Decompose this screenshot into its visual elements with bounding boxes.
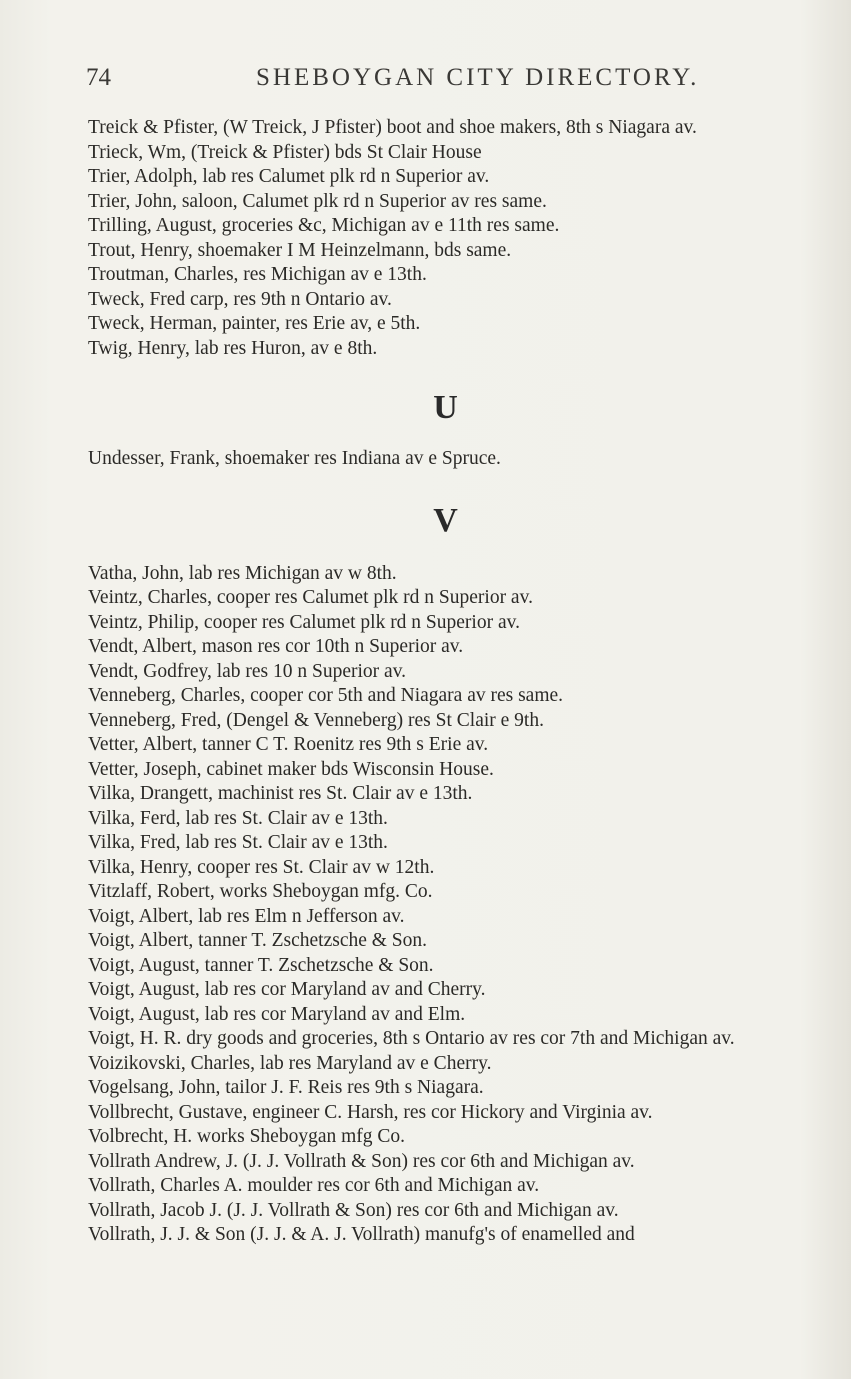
directory-entry: Troutman, Charles, res Michigan av e 13th. — [88, 264, 427, 285]
directory-entry: Vendt, Godfrey, lab res 10 n Superior av. — [88, 660, 407, 682]
directory-entry: Trout, Henry, shoemaker I M Heinzelmann, bds same. — [88, 239, 512, 261]
directory-entry: Vitzlaff, Robert, works Sheboygan mfg. Co. — [88, 881, 433, 902]
page-header — [86, 64, 726, 98]
directory-entry: Vilka, Henry, cooper res St. Clair av w 12th. — [88, 856, 435, 878]
running-title: SHEBOYGAN CITY DIRECTORY. — [256, 64, 700, 91]
directory-entry: Vollbrecht, Gustave, engineer C. Harsh, res cor Hickory and Virginia av. — [88, 1101, 653, 1123]
directory-entry: Voigt, August, tanner T. Zschetzsche & Son. — [88, 954, 434, 976]
directory-entry: Voigt, H. R. dry goods and groceries, 8th s Ontario av res cor 7th and Michigan av. — [88, 1028, 735, 1049]
directory-entry: Voigt, August, lab res cor Maryland av and Cherry. — [88, 979, 486, 1000]
directory-entry: Vollrath, Jacob J. (J. J. Vollrath & Son) res cor 6th and Michigan av. — [88, 1199, 619, 1221]
directory-entry: Vogelsang, John, tailor J. F. Reis res 9th s Niagara. — [88, 1077, 484, 1098]
directory-entries — [88, 116, 803, 1248]
directory-entry: Voigt, August, lab res cor Maryland av and Elm. — [88, 1003, 466, 1025]
entries-u-list — [88, 447, 803, 472]
directory-entry: Voigt, Albert, lab res Elm n Jefferson av. — [88, 905, 405, 927]
directory-entry: Vendt, Albert, mason res cor 10th n Superior av. — [88, 636, 464, 657]
directory-entry: Tweck, Herman, painter, res Erie av, e 5th. — [88, 313, 421, 334]
entries-t-list — [88, 116, 803, 361]
section-heading-u: U — [433, 389, 458, 426]
directory-entry: Vollrath, Charles A. moulder res cor 6th and Michigan av. — [88, 1175, 540, 1196]
directory-entry: Voizikovski, Charles, lab res Maryland av e Cherry. — [88, 1052, 492, 1074]
directory-entry: Trilling, August, groceries &c, Michigan av e 11th res same. — [88, 215, 560, 236]
directory-entry: Vetter, Albert, tanner C T. Roenitz res 9th s Erie av. — [88, 734, 489, 755]
directory-entry: Trieck, Wm, (Treick & Pfister) bds St Clair House — [88, 141, 482, 163]
directory-entry: Twig, Henry, lab res Huron, av e 8th. — [88, 337, 378, 359]
directory-entry: Voigt, Albert, tanner T. Zschetzsche & Son. — [88, 930, 428, 951]
directory-entry: Veintz, Charles, cooper res Calumet plk rd n Superior av. — [88, 587, 533, 608]
directory-entry: Undesser, Frank, shoemaker res Indiana av e Spruce. — [88, 448, 501, 469]
directory-entry: Vollrath Andrew, J. (J. J. Vollrath & Son) res cor 6th and Michigan av. — [88, 1150, 635, 1172]
directory-entry: Vatha, John, lab res Michigan av w 8th. — [88, 562, 397, 584]
entries-v-list — [88, 562, 803, 1248]
directory-entry: Treick & Pfister, (W Treick, J Pfister) boot and shoe makers, 8th s Niagara av. — [88, 117, 697, 138]
directory-entry: Vilka, Drangett, machinist res St. Clair av e 13th. — [88, 783, 473, 804]
directory-entry: Vollrath, J. J. & Son (J. J. & A. J. Vollrath) manufg's of enamelled and — [88, 1224, 635, 1245]
directory-entry: Trier, Adolph, lab res Calumet plk rd n Superior av. — [88, 166, 490, 187]
directory-entry: Venneberg, Charles, cooper cor 5th and Niagara av res same. — [88, 685, 564, 706]
directory-entry: Veintz, Philip, cooper res Calumet plk rd n Superior av. — [88, 611, 520, 633]
page-number: 74 — [86, 64, 111, 91]
directory-entry: Trier, John, saloon, Calumet plk rd n Superior av res same. — [88, 190, 547, 212]
directory-entry: Tweck, Fred carp, res 9th n Ontario av. — [88, 288, 392, 310]
directory-entry: Vetter, Joseph, cabinet maker bds Wisconsin House. — [88, 758, 494, 780]
directory-entry: Vilka, Fred, lab res St. Clair av e 13th. — [88, 832, 388, 853]
directory-entry: Volbrecht, H. works Sheboygan mfg Co. — [88, 1126, 406, 1147]
directory-entry: Vilka, Ferd, lab res St. Clair av e 13th. — [88, 807, 388, 829]
section-heading-v: V — [433, 501, 458, 539]
directory-entry: Venneberg, Fred, (Dengel & Venneberg) res St Clair e 9th. — [88, 709, 544, 731]
